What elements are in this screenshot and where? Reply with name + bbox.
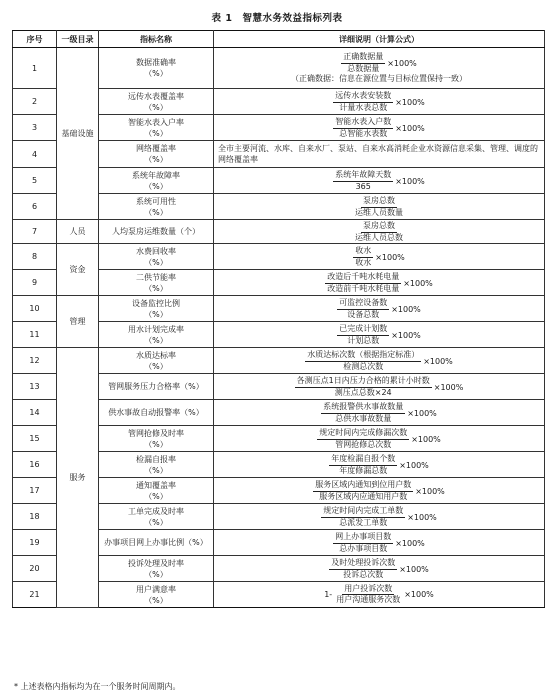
numerator: 系统年故障天数 bbox=[333, 170, 393, 182]
indicator-name-line: 用水计划完成率 bbox=[128, 324, 184, 334]
category-cell: 资金 bbox=[57, 244, 99, 296]
indicator-unit: （%） bbox=[144, 257, 168, 267]
row-number: 5 bbox=[13, 168, 57, 194]
numerator: 已完成计划数 bbox=[337, 324, 389, 336]
fraction bbox=[295, 376, 432, 398]
indicator-table bbox=[12, 30, 545, 608]
table-title: 表 1 智慧水务效益指标列表 bbox=[211, 13, 343, 24]
indicator-unit: （%） bbox=[144, 181, 168, 191]
formula-suffix: ×100% bbox=[387, 58, 417, 68]
numerator: 智能水表入户数 bbox=[333, 117, 393, 129]
formula-suffix: ×100% bbox=[395, 97, 425, 107]
formula bbox=[313, 480, 445, 502]
indicator-unit: （%） bbox=[144, 335, 168, 345]
fraction bbox=[329, 558, 397, 580]
formula-cell bbox=[214, 168, 545, 194]
indicator-unit: （%） bbox=[144, 207, 168, 217]
indicator-unit: （%） bbox=[144, 569, 168, 579]
indicator-name-line: 数据准确率 bbox=[136, 58, 176, 67]
numerator: 服务区域内通知到位用户数 bbox=[313, 480, 413, 492]
indicator-unit: （%） bbox=[144, 69, 168, 78]
indicator-name-line: 水费回收率 bbox=[136, 246, 176, 256]
formula-cell bbox=[214, 452, 545, 478]
denominator: 检测总次数 bbox=[343, 361, 384, 371]
fraction bbox=[353, 196, 405, 218]
fraction bbox=[353, 246, 373, 268]
indicator-name-line: 远传水表覆盖率 bbox=[128, 91, 184, 101]
indicator-unit: （%） bbox=[144, 102, 168, 112]
indicator-name bbox=[99, 270, 214, 296]
indicator-name-line: 投诉处理及时率 bbox=[128, 558, 184, 568]
indicator-name bbox=[99, 220, 214, 244]
row-number: 13 bbox=[13, 374, 57, 400]
numerator: 改造后千吨水耗电量 bbox=[325, 272, 401, 284]
indicator-name-line: 管网服务压力合格率（%） bbox=[108, 382, 204, 391]
indicator-name bbox=[99, 141, 214, 168]
row-number: 15 bbox=[13, 426, 57, 452]
fraction bbox=[333, 170, 393, 192]
numerator: 泵房总数 bbox=[361, 221, 397, 233]
formula bbox=[305, 350, 453, 372]
indicator-unit: （%） bbox=[144, 155, 168, 164]
indicator-name-line: 网络覆盖率 bbox=[136, 144, 176, 153]
denominator: 服务区域内应通知用户数 bbox=[319, 491, 408, 501]
numerator: 收水 bbox=[353, 246, 373, 258]
indicator-unit: （%） bbox=[144, 361, 168, 371]
indicator-name bbox=[99, 426, 214, 452]
denominator: 投诉总次数 bbox=[343, 569, 384, 579]
formula bbox=[321, 506, 437, 528]
numerator: 用户投诉次数 bbox=[342, 584, 394, 596]
indicator-name-line: 工单完成及时率 bbox=[128, 506, 184, 516]
formula-prefix: 1- bbox=[324, 590, 333, 599]
indicator-name bbox=[99, 168, 214, 194]
header-row bbox=[13, 31, 545, 48]
denominator: 测压点总数×24 bbox=[334, 387, 392, 397]
formula-suffix: ×100% bbox=[399, 564, 429, 574]
numerator: 各测压点1日内压力合格的累计小时数 bbox=[295, 376, 432, 388]
row-number: 21 bbox=[13, 582, 57, 608]
row-number: 16 bbox=[13, 452, 57, 478]
fraction bbox=[337, 298, 389, 320]
row-number: 9 bbox=[13, 270, 57, 296]
row-number: 10 bbox=[13, 296, 57, 322]
formula-note: （正确数据：信息在源位置与目标位置保持一致） bbox=[291, 74, 467, 84]
formula bbox=[324, 584, 434, 606]
indicator-name bbox=[99, 452, 214, 478]
indicator-name bbox=[99, 296, 214, 322]
fraction bbox=[337, 324, 389, 346]
fraction bbox=[317, 428, 409, 450]
denominator: 管网抢修总次数 bbox=[335, 439, 392, 449]
formula bbox=[333, 91, 425, 113]
denominator: 计量水表总数 bbox=[339, 102, 388, 112]
fraction bbox=[321, 506, 405, 528]
fraction bbox=[333, 532, 393, 554]
denominator: 计划总数 bbox=[347, 335, 380, 345]
header-no: 序号 bbox=[13, 31, 57, 48]
formula-suffix: ×100% bbox=[399, 460, 429, 470]
category-cell: 服务 bbox=[57, 348, 99, 608]
category-cell: 基础设施 bbox=[57, 48, 99, 220]
table-row bbox=[13, 348, 545, 374]
indicator-name bbox=[99, 194, 214, 220]
indicator-name bbox=[99, 322, 214, 348]
row-number: 17 bbox=[13, 478, 57, 504]
header-name: 指标名称 bbox=[99, 31, 214, 48]
indicator-name bbox=[99, 504, 214, 530]
indicator-name bbox=[99, 374, 214, 400]
indicator-name-line: 通知覆盖率 bbox=[136, 480, 176, 490]
numerator: 规定时间内完成修漏次数 bbox=[317, 428, 409, 440]
indicator-name-line: 检漏自报率 bbox=[136, 454, 176, 464]
indicator-unit: （%） bbox=[144, 283, 168, 293]
indicator-name bbox=[99, 400, 214, 426]
fraction bbox=[325, 272, 401, 294]
denominator: 总智能水表数 bbox=[339, 128, 388, 138]
numerator: 系统报警供水事故数量 bbox=[321, 402, 405, 414]
formula bbox=[353, 221, 405, 243]
fraction bbox=[353, 221, 405, 243]
row-number: 12 bbox=[13, 348, 57, 374]
formula-suffix: ×100% bbox=[423, 356, 453, 366]
denominator: 运维人员数量 bbox=[355, 207, 403, 217]
indicator-name-line: 设备监控比例 bbox=[132, 298, 180, 308]
row-number: 3 bbox=[13, 115, 57, 141]
row-number: 6 bbox=[13, 194, 57, 220]
fraction bbox=[333, 91, 393, 113]
fraction bbox=[329, 454, 397, 476]
formula bbox=[321, 402, 437, 424]
indicator-name-line: 系统年故障率 bbox=[132, 170, 180, 180]
indicator-name bbox=[99, 530, 214, 556]
indicator-name-line: 用户满意率 bbox=[136, 584, 176, 594]
row-number: 4 bbox=[13, 141, 57, 168]
table-row bbox=[13, 244, 545, 270]
formula bbox=[325, 272, 433, 294]
formula bbox=[295, 376, 464, 398]
denominator: 设备总数 bbox=[347, 309, 380, 319]
formula-cell bbox=[214, 426, 545, 452]
formula bbox=[333, 170, 425, 192]
denominator: 运维人员总数 bbox=[355, 232, 403, 242]
indicator-name bbox=[99, 478, 214, 504]
numerator: 年度检漏自报个数 bbox=[329, 454, 397, 466]
formula-cell bbox=[214, 530, 545, 556]
formula-cell bbox=[214, 220, 545, 244]
numerator: 水质达标次数（根据指定标准） bbox=[305, 350, 421, 362]
formula-suffix: ×100% bbox=[391, 330, 421, 340]
formula-suffix: ×100% bbox=[433, 382, 464, 392]
indicator-unit: （%） bbox=[144, 128, 168, 138]
formula-suffix: ×100% bbox=[407, 408, 437, 418]
row-number: 2 bbox=[13, 89, 57, 115]
formula-suffix: ×100% bbox=[391, 304, 421, 314]
indicator-name-line: 二供节能率 bbox=[136, 272, 176, 282]
indicator-name-line: 系统可用性 bbox=[136, 196, 176, 206]
fraction bbox=[341, 52, 385, 74]
header-detail: 详细说明（计算公式） bbox=[214, 31, 545, 48]
indicator-unit: （%） bbox=[144, 595, 168, 605]
row-number: 18 bbox=[13, 504, 57, 530]
indicator-name bbox=[99, 244, 214, 270]
denominator: 总派发工单数 bbox=[339, 517, 388, 527]
numerator: 可监控设备数 bbox=[337, 298, 389, 310]
fraction bbox=[305, 350, 421, 372]
formula-suffix: ×100% bbox=[411, 434, 441, 444]
fraction bbox=[321, 402, 405, 424]
indicator-name bbox=[99, 115, 214, 141]
formula bbox=[317, 428, 441, 450]
formula bbox=[337, 298, 421, 320]
fraction bbox=[334, 584, 402, 606]
indicator-name-line: 供水事故自动报警率（%） bbox=[108, 408, 204, 417]
formula bbox=[353, 196, 405, 218]
numerator: 正确数据量 bbox=[341, 52, 385, 64]
formula bbox=[337, 324, 421, 346]
indicator-name-line: 人均泵房运维数量（个） bbox=[112, 227, 200, 236]
indicator-name bbox=[99, 582, 214, 608]
header-category: 一级目录 bbox=[57, 31, 99, 48]
numerator: 规定时间内完成工单数 bbox=[321, 506, 405, 518]
formula-suffix: ×100% bbox=[375, 252, 405, 262]
table-row bbox=[13, 220, 545, 244]
formula-suffix: ×100% bbox=[395, 123, 425, 133]
formula-cell bbox=[214, 296, 545, 322]
formula bbox=[333, 532, 425, 554]
indicator-name-line: 管网抢修及时率 bbox=[128, 428, 184, 438]
denominator: 年度修漏总数 bbox=[339, 465, 388, 475]
table-body bbox=[13, 48, 545, 608]
formula-cell bbox=[214, 89, 545, 115]
description-text: 全市主要河流、水库、自来水厂、泵站、自来水高消耗企业水资源信息采集、管理、调度的网络覆盖率 bbox=[214, 141, 545, 168]
denominator: 总办事项目数 bbox=[339, 543, 388, 553]
footnote: * 上述表格内指标均为在一个服务时间周期内。 bbox=[14, 682, 181, 691]
numerator: 远传水表安装数 bbox=[333, 91, 393, 103]
indicator-name-line: 水质达标率 bbox=[136, 350, 176, 360]
indicator-unit: （%） bbox=[144, 439, 168, 449]
formula bbox=[341, 52, 417, 74]
row-number: 14 bbox=[13, 400, 57, 426]
indicator-unit: （%） bbox=[144, 517, 168, 527]
formula-cell bbox=[214, 556, 545, 582]
row-number: 20 bbox=[13, 556, 57, 582]
formula bbox=[333, 117, 425, 139]
indicator-unit: （%） bbox=[144, 465, 168, 475]
denominator: 收水 bbox=[355, 257, 372, 267]
indicator-name-line: 办事项目网上办事比例（%） bbox=[104, 538, 208, 547]
numerator: 网上办事项目数 bbox=[333, 532, 393, 544]
formula-cell bbox=[214, 322, 545, 348]
fraction bbox=[333, 117, 393, 139]
formula-suffix: ×100% bbox=[395, 538, 425, 548]
formula-cell bbox=[214, 194, 545, 220]
denominator: 365 bbox=[355, 181, 371, 191]
numerator: 及时处理投诉次数 bbox=[329, 558, 397, 570]
formula-cell bbox=[214, 400, 545, 426]
formula-cell bbox=[214, 270, 545, 296]
row-number: 1 bbox=[13, 48, 57, 89]
indicator-name bbox=[99, 348, 214, 374]
formula-suffix: ×100% bbox=[407, 512, 437, 522]
formula bbox=[353, 246, 405, 268]
category-cell: 人员 bbox=[57, 220, 99, 244]
denominator: 总供水事故数量 bbox=[335, 413, 392, 423]
numerator: 泵房总数 bbox=[361, 196, 397, 208]
fraction bbox=[313, 480, 413, 502]
category-cell: 管理 bbox=[57, 296, 99, 348]
row-number: 8 bbox=[13, 244, 57, 270]
denominator: 用户沟通服务次数 bbox=[336, 595, 401, 604]
indicator-unit: （%） bbox=[144, 491, 168, 501]
formula-cell bbox=[214, 244, 545, 270]
indicator-name bbox=[99, 556, 214, 582]
formula bbox=[329, 454, 429, 476]
formula-cell bbox=[214, 504, 545, 530]
formula-cell bbox=[214, 48, 545, 89]
denominator: 改造前千吨水耗电量 bbox=[327, 283, 400, 293]
indicator-unit: （%） bbox=[144, 309, 168, 319]
formula-cell bbox=[214, 582, 545, 608]
formula-suffix: ×100% bbox=[415, 486, 445, 496]
indicator-name bbox=[99, 48, 214, 89]
formula-cell bbox=[214, 348, 545, 374]
formula-suffix: ×100% bbox=[404, 590, 434, 599]
formula bbox=[329, 558, 429, 580]
row-number: 19 bbox=[13, 530, 57, 556]
denominator: 总数据量 bbox=[347, 63, 380, 73]
formula-cell bbox=[214, 374, 545, 400]
table-row bbox=[13, 48, 545, 89]
row-number: 7 bbox=[13, 220, 57, 244]
formula-cell bbox=[214, 115, 545, 141]
table-row bbox=[13, 296, 545, 322]
indicator-name bbox=[99, 89, 214, 115]
formula-suffix: ×100% bbox=[403, 278, 433, 288]
formula-cell bbox=[214, 478, 545, 504]
indicator-name-line: 智能水表入户率 bbox=[128, 117, 184, 127]
formula-suffix: ×100% bbox=[395, 176, 425, 186]
row-number: 11 bbox=[13, 322, 57, 348]
